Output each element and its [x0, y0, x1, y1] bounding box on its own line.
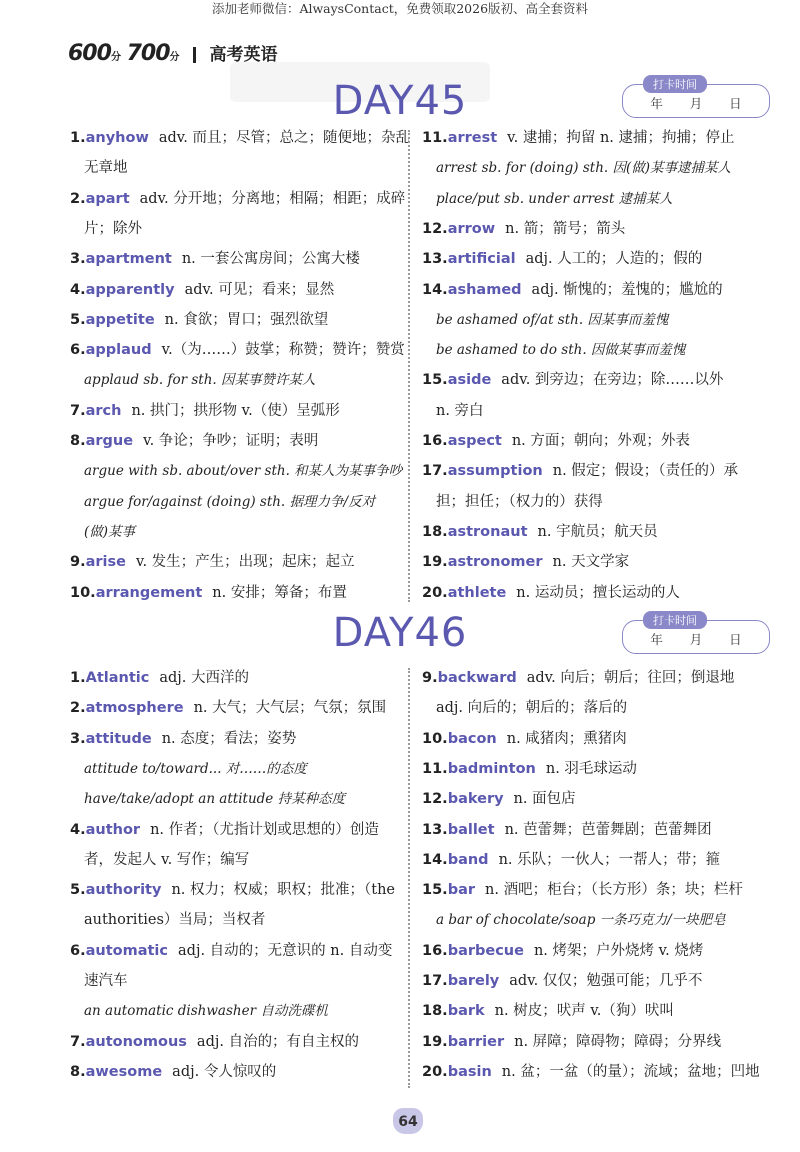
vocab-entry	[422, 788, 576, 810]
entry-word: bacon	[447, 730, 497, 747]
vocab-entry	[70, 248, 360, 270]
entry-definition-continued: 无章地	[84, 160, 128, 177]
day46-divider	[408, 668, 410, 1088]
entry-definition: v. 发生；产生；出现；起床；起立	[135, 554, 355, 571]
entry-definition: n. 酒吧；柜台；（长方形）条；块；栏杆	[485, 882, 743, 899]
vocab-entry	[422, 879, 743, 901]
vocab-entry	[422, 218, 625, 240]
entry-example: applaud sb. for sth. 因某事赞许某人	[84, 372, 316, 389]
entry-example: arrest sb. for (doing) sth. 因(做)某事逮捕某人	[436, 160, 732, 177]
entry-definition: n. 方面；朝向；外观；外表	[511, 433, 690, 449]
vocab-entry	[422, 849, 720, 871]
entry-number: 6.	[70, 942, 86, 959]
entry-word: aspect	[447, 433, 502, 449]
vocab-entry	[422, 667, 734, 689]
entry-example: (做)某事	[84, 523, 136, 540]
day46-title: DAY46	[332, 610, 468, 656]
entry-word: bark	[447, 1003, 485, 1020]
entry-definition: n. 树皮；吠声 v.（狗）吠叫	[494, 1003, 674, 1020]
entry-definition: n. 食欲；胃口；强烈欲望	[164, 311, 329, 328]
entry-number: 5.	[70, 882, 86, 899]
entry-word: arrest	[447, 130, 498, 146]
entry-word: apartment	[85, 251, 172, 268]
entry-word: arrow	[447, 220, 496, 237]
entry-number: 7.	[70, 1033, 86, 1050]
entry-definition: n. 面包店	[513, 791, 576, 808]
entry-definition-continued: adj. 向后的；朝后的；落后的	[436, 700, 628, 717]
entry-definition: n. 羽毛球运动	[545, 760, 637, 777]
entry-number: 10.	[422, 730, 448, 747]
entry-word: automatic	[85, 942, 169, 959]
entry-word: arch	[85, 402, 122, 419]
entry-example: argue for/against (doing) sth. 据理力争/反对	[84, 493, 376, 510]
entry-word: aside	[447, 372, 492, 389]
entry-example: have/take/adopt an attitude 持某种态度	[84, 791, 346, 808]
entry-definition-continued: 者，发起人 v. 写作；编写	[84, 851, 250, 868]
vocab-entry	[70, 339, 405, 361]
entry-number: 1.	[70, 130, 86, 146]
vocab-entry	[70, 1061, 276, 1083]
vocab-entry	[422, 940, 703, 962]
vocab-entry	[70, 279, 334, 301]
entry-definition: n. 假定；假设；（责任的）承	[552, 463, 739, 480]
entry-number: 19.	[422, 1033, 448, 1050]
entry-definition: adj. 令人惊叹的	[172, 1063, 277, 1080]
entry-example: an automatic dishwasher 自动洗碟机	[84, 1003, 328, 1020]
entry-number: 4.	[70, 821, 86, 838]
entry-word: appetite	[85, 311, 155, 328]
vocab-entry	[422, 1061, 760, 1083]
entry-number: 12.	[422, 220, 448, 237]
entry-number: 9.	[422, 670, 438, 686]
entry-number: 5.	[70, 311, 86, 328]
vocab-entry	[70, 430, 318, 452]
entry-definition: adv. 向后；朝后；往回；倒退地	[526, 670, 735, 686]
entry-number: 7.	[70, 402, 86, 419]
entry-word: athlete	[447, 584, 507, 601]
vocab-entry	[422, 127, 735, 149]
top-note: 添加老师微信：AlwaysContact，免费领取2026版初、高全套资料	[211, 1, 589, 16]
entry-number: 14.	[422, 851, 448, 868]
brand-separator	[193, 47, 196, 63]
entry-number: 16.	[422, 942, 448, 959]
entry-definition-continued: 速汽车	[84, 973, 128, 989]
entry-definition: n. 盆；一盆（的量）；流域；盆地；凹地	[501, 1063, 760, 1080]
entry-word: assumption	[447, 463, 543, 480]
vocab-entry	[422, 582, 680, 604]
entry-definition: n. 乐队；一伙人；一帮人；带；箍	[498, 851, 721, 868]
entry-word: Atlantic	[85, 670, 150, 686]
entry-definition: v. 逮捕；拘留 n. 逮捕；拘捕；停止	[507, 130, 735, 146]
vocab-entry	[422, 1000, 674, 1022]
vocab-entry	[70, 940, 392, 962]
entry-definition: n. 天文学家	[552, 554, 630, 571]
entry-number: 17.	[422, 973, 448, 989]
entry-definition: adv. 仅仅；勉强可能；几乎不	[509, 973, 703, 989]
entry-word: argue	[85, 433, 134, 449]
entry-word: awesome	[85, 1063, 163, 1080]
vocab-entry	[70, 819, 379, 841]
checkin-day: 日	[729, 96, 742, 111]
entry-definition: adj. 大西洋的	[159, 670, 249, 686]
entry-number: 4.	[70, 281, 86, 298]
entry-definition: n. 烤架；户外烧烤 v. 烧烤	[533, 942, 704, 959]
vocab-entry	[70, 1031, 359, 1053]
entry-number: 13.	[422, 821, 448, 838]
entry-example: be ashamed to do sth. 因做某事而羞愧	[436, 342, 686, 359]
checkin-month: 月	[689, 96, 703, 111]
entry-definition: n. 芭蕾舞；芭蕾舞剧；芭蕾舞团	[504, 821, 712, 838]
entry-definition: adv. 到旁边；在旁边；除……以外	[501, 372, 724, 389]
checkin-day: 日	[729, 632, 742, 647]
entry-word: bakery	[447, 791, 504, 808]
entry-definition: adj. 自治的；有自主权的	[196, 1033, 360, 1050]
day46-checkin-box	[622, 614, 770, 654]
brand-logo: 600分 700分	[68, 41, 179, 66]
entry-number: 8.	[70, 1063, 86, 1080]
vocab-entry	[70, 728, 296, 750]
entry-definition: n. 咸猪肉；熏猪肉	[506, 730, 627, 747]
day45-checkin-box	[622, 78, 770, 118]
entry-definition: n. 箭；箭号；箭头	[505, 220, 626, 237]
entry-word: autonomous	[85, 1033, 187, 1050]
entry-word: anyhow	[85, 130, 149, 146]
entry-example: place/put sb. under arrest 逮捕某人	[436, 190, 673, 207]
entry-word: astronomer	[447, 554, 543, 571]
entry-word: apart	[85, 190, 130, 207]
entry-definition: n. 大气；大气层；气氛；氛围	[193, 700, 387, 717]
entry-definition-continued: 担；担任；（权力的）获得	[436, 493, 603, 510]
checkin-year: 年	[650, 632, 663, 647]
entry-number: 2.	[70, 700, 86, 717]
entry-example: a bar of chocolate/soap 一条巧克力/一块肥皂	[436, 912, 726, 929]
checkin-label: 打卡时间	[643, 75, 707, 93]
entry-word: badminton	[447, 760, 536, 777]
vocab-entry	[422, 970, 702, 992]
entry-number: 11.	[422, 760, 448, 777]
entry-definition: adv. 可见；看来；显然	[184, 281, 335, 298]
entry-number: 20.	[422, 584, 448, 601]
entry-definition: adj. 自动的；无意识的 n. 自动变	[178, 942, 393, 959]
vocab-entry	[70, 879, 395, 901]
entry-example: be ashamed of/at sth. 因某事而羞愧	[436, 311, 669, 328]
entry-word: ashamed	[447, 281, 522, 298]
entry-word: arise	[85, 554, 126, 571]
vocab-entry	[422, 521, 658, 543]
entry-number: 2.	[70, 190, 86, 207]
vocab-entry	[70, 188, 405, 210]
day45-title: DAY45	[332, 78, 468, 124]
vocab-entry	[422, 248, 702, 270]
entry-definition: n. 态度；看法；姿势	[161, 730, 297, 747]
entry-number: 15.	[422, 882, 448, 899]
vocab-entry	[422, 819, 712, 841]
entry-number: 15.	[422, 372, 448, 389]
entry-definition: n. 权力；权威；职权；批准；（the	[171, 882, 395, 899]
entry-definition: adv. 分开地；分离地；相隔；相距；成碎	[139, 190, 406, 207]
page-number: 64	[393, 1108, 423, 1134]
entry-word: astronaut	[447, 523, 528, 540]
entry-number: 20.	[422, 1063, 448, 1080]
day45-divider	[408, 130, 410, 602]
checkin-label: 打卡时间	[643, 611, 707, 629]
entry-word: ballet	[447, 821, 495, 838]
entry-word: barbecue	[447, 942, 524, 959]
brand-subject: 高考英语	[209, 45, 278, 65]
entry-definition: adv. 而且；尽管；总之；随便地；杂乱	[158, 130, 410, 146]
entry-number: 16.	[422, 433, 448, 449]
entry-number: 10.	[70, 584, 96, 601]
entry-word: attitude	[85, 730, 152, 747]
vocab-entry	[70, 127, 410, 149]
vocab-entry	[70, 667, 249, 689]
entry-number: 19.	[422, 554, 448, 571]
entry-word: bar	[447, 882, 476, 899]
entry-definition: n. 安排；筹备；布置	[212, 584, 347, 601]
entry-definition: n. 一套公寓房间；公寓大楼	[181, 251, 360, 268]
entry-number: 12.	[422, 791, 448, 808]
entry-word: artificial	[447, 251, 516, 268]
entry-number: 18.	[422, 523, 448, 540]
entry-word: barrier	[447, 1033, 505, 1050]
entry-definition: n. 运动员；擅长运动的人	[516, 584, 680, 601]
entry-definition: n. 屏障；障碍物；障碍；分界线	[514, 1033, 722, 1050]
entry-number: 6.	[70, 342, 86, 359]
entry-word: band	[447, 851, 489, 868]
vocab-entry	[422, 728, 627, 750]
vocab-entry	[422, 369, 723, 391]
vocab-entry	[422, 551, 629, 573]
entry-definition: n. 拱门；拱形物 v.（使）呈弧形	[131, 402, 340, 419]
vocab-entry	[70, 309, 328, 331]
entry-word: backward	[437, 670, 517, 686]
checkin-month: 月	[689, 632, 703, 647]
entry-word: applaud	[85, 342, 152, 359]
entry-example: argue with sb. about/over sth. 和某人为某事争吵	[84, 463, 403, 480]
entry-definition: n. 宇航员；航天员	[537, 523, 658, 540]
entry-definition-continued: 片；除外	[84, 220, 142, 237]
entry-number: 1.	[70, 670, 86, 686]
entry-word: barely	[447, 973, 500, 989]
vocab-entry	[422, 430, 690, 452]
entry-definition-continued: n. 旁白	[436, 402, 484, 419]
entry-word: authority	[85, 882, 162, 899]
checkin-year: 年	[650, 96, 663, 111]
entry-word: author	[85, 821, 141, 838]
entry-word: atmosphere	[85, 700, 184, 717]
entry-word: basin	[447, 1063, 492, 1080]
entry-definition: adj. 惭愧的；羞愧的；尴尬的	[531, 281, 723, 298]
entry-number: 9.	[70, 554, 86, 571]
vocab-entry	[422, 1031, 721, 1053]
entry-word: arrangement	[95, 584, 203, 601]
entry-number: 13.	[422, 251, 448, 268]
entry-definition: v. 争论；争吵；证明；表明	[143, 433, 319, 449]
vocab-entry	[70, 400, 340, 422]
vocab-entry	[422, 758, 637, 780]
entry-word: apparently	[85, 281, 175, 298]
entry-number: 14.	[422, 281, 448, 298]
entry-definition: adj. 人工的；人造的；假的	[525, 251, 703, 268]
entry-number: 11.	[422, 130, 448, 146]
entry-number: 17.	[422, 463, 448, 480]
vocab-entry	[422, 460, 738, 482]
vocab-entry	[70, 582, 347, 604]
vocab-entry	[422, 279, 723, 301]
entry-definition: n. 作者；（尤指计划或思想的）创造	[150, 821, 379, 838]
vocab-entry	[70, 697, 386, 719]
entry-number: 3.	[70, 251, 86, 268]
entry-example: attitude to/toward... 对……的态度	[84, 760, 307, 777]
vocab-entry	[70, 551, 355, 573]
entry-number: 3.	[70, 730, 86, 747]
entry-number: 8.	[70, 433, 86, 449]
entry-number: 18.	[422, 1003, 448, 1020]
entry-definition: v.（为……）鼓掌；称赞；赞许；赞赏	[161, 342, 405, 359]
entry-definition-continued: authorities）当局；当权者	[84, 912, 266, 929]
